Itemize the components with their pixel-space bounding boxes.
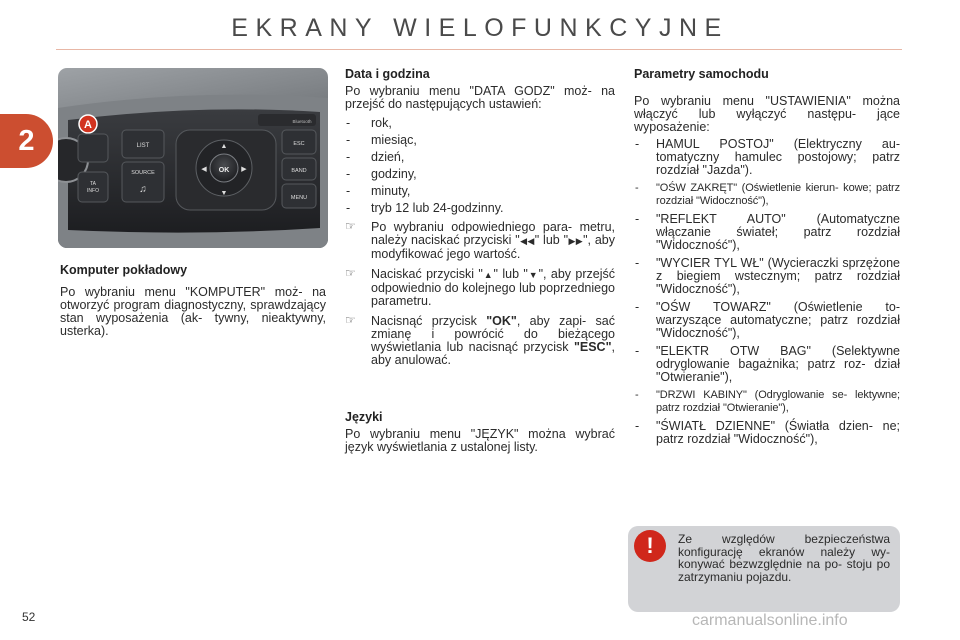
page-title: EKRANY WIELOFUNKCYJNE	[231, 14, 729, 42]
info-label: INFO	[87, 188, 99, 194]
list-item: - minuty,	[345, 183, 615, 200]
source-button	[122, 162, 164, 202]
params-heading: Parametry samochodu	[634, 67, 769, 81]
arrow-left-icon: ◀	[201, 166, 207, 173]
rewind-glyph: ◀◀	[519, 236, 535, 246]
datetime-section	[345, 67, 615, 374]
languages-heading: Języki	[345, 410, 383, 424]
list-item: - "OŚW ZAKRĘT" (Oświetlenie kierun- kowe; patrz rozdział "Widoczność"),	[634, 182, 900, 208]
music-note-icon: ♫	[139, 184, 147, 195]
tip-confirm-cancel: ☞ Nacisnąć przycisk "OK", aby zapi- sać zmianę i powrócić do bieżącego wyświetlania lub nacisnąć przycisk "ESC", aby anulować.	[345, 313, 615, 367]
arrow-down-glyph: ▼	[527, 270, 539, 280]
forward-glyph: ▶▶	[568, 236, 584, 246]
list-item: - "OŚW TOWARZ" (Oświetlenie to- warzyszące automatyczne; patrz rozdział "Widoczność"),	[634, 301, 900, 340]
chapter-tab	[0, 114, 53, 168]
list-item: - godziny,	[345, 166, 615, 183]
title-divider	[56, 49, 902, 50]
list-item: - miesiąc,	[345, 132, 615, 149]
list-item: - "WYCIER TYL WŁ" (Wycieraczki sprzężone z biegiem wstecznym; patrz rozdział "Widoczność"),	[634, 257, 900, 296]
arrow-down-icon: ▼	[220, 190, 228, 197]
ok-label: OK	[218, 167, 230, 174]
chapter-number: 2	[18, 124, 35, 157]
marker-a-label: A	[84, 119, 92, 131]
arrow-up-glyph: ▲	[482, 270, 494, 280]
tip-navigate-parameter: ☞ Naciskać przyciski "▲" lub "▼", aby przejść odpowiednio do kolejnego lub poprzedniego parametru.	[345, 266, 615, 308]
ta-label: TA	[89, 181, 97, 187]
list-item: - "ŚWIATŁ DZIENNE" (Światła dzien- ne; patrz rozdział "Widoczność"),	[634, 420, 900, 446]
control-panel-photo	[58, 68, 328, 248]
warning-exclamation-icon: !	[634, 530, 666, 562]
datetime-intro: Po wybraniu menu "DATA GODZ" moż- na przejść do następujących ustawień:	[345, 84, 615, 111]
page-number: 52	[22, 610, 36, 624]
hand-pointer-icon: ☞	[345, 313, 356, 327]
watermark: carmanualsonline.info	[692, 612, 848, 629]
control-panel-illustration	[58, 68, 328, 248]
menu-label: MENU	[290, 195, 308, 201]
hand-pointer-icon: ☞	[345, 266, 356, 280]
list-item: - "ELEKTR OTW BAG" (Selektywne odryglowanie bagażnika; patrz roz- dział "Otwieranie"),	[634, 345, 900, 384]
list-item: - dzień,	[345, 149, 615, 166]
arrow-up-icon: ▲	[220, 143, 228, 150]
list-item: - "REFLEKT AUTO" (Automatyczne włączanie świateł; patrz rozdział "Widoczność"),	[634, 213, 900, 252]
ok-text: "OK"	[486, 314, 517, 328]
computer-text: Po wybraniu menu "KOMPUTER" moż- na otworzyć program diagnostyczny, sprawdzający stan wyposażenia (ak- tywny, nieaktywny, usterka).	[60, 285, 326, 338]
params-intro: Po wybraniu menu "USTAWIENIA" można włączyć lub wyłączyć następu- jące wyposażenie:	[634, 94, 900, 134]
computer-section	[60, 263, 326, 338]
esc-text: "ESC"	[573, 340, 612, 354]
params-list	[634, 138, 900, 446]
tip-modify-value: ☞ Po wybraniu odpowiedniego para- metru, należy naciskać przyciski "◀◀" lub "▶▶", aby modyfikować jego wartość.	[345, 219, 616, 261]
params-section	[634, 67, 900, 451]
datetime-list	[345, 115, 615, 217]
band-label: BAND	[291, 168, 307, 174]
bluetooth-label: Bluetooth	[292, 119, 312, 124]
languages-section	[345, 410, 615, 454]
list-item: - tryb 12 lub 24-godzinny.	[345, 200, 615, 217]
esc-label: ESC	[293, 141, 305, 147]
hand-pointer-icon: ☞	[345, 219, 356, 233]
computer-heading: Komputer pokładowy	[60, 263, 188, 277]
list-label: LIST	[136, 143, 150, 149]
source-label: SOURCE	[131, 170, 155, 176]
arrow-right-icon: ▶	[241, 166, 247, 173]
list-item: - HAMUL POSTOJ" (Elektryczny au- tomatyczny hamulec postojowy; patrz rozdział "Jazda").	[634, 138, 900, 177]
list-item: - rok,	[345, 115, 615, 132]
list-item: - "DRZWI KABINY" (Odryglowanie se- lektywne; patrz rozdział "Otwieranie"),	[634, 389, 900, 415]
datetime-heading: Data i godzina	[345, 67, 430, 81]
warning-text: Ze względów bezpieczeństwa konfigurację ekranów należy wy- konywać bezwzględnie na po- stoju po zatrzymaniu pojazdu.	[678, 532, 890, 584]
languages-text: Po wybraniu menu "JĘZYK" można wybrać język wyświetlania z ustalonej listy.	[345, 427, 615, 454]
